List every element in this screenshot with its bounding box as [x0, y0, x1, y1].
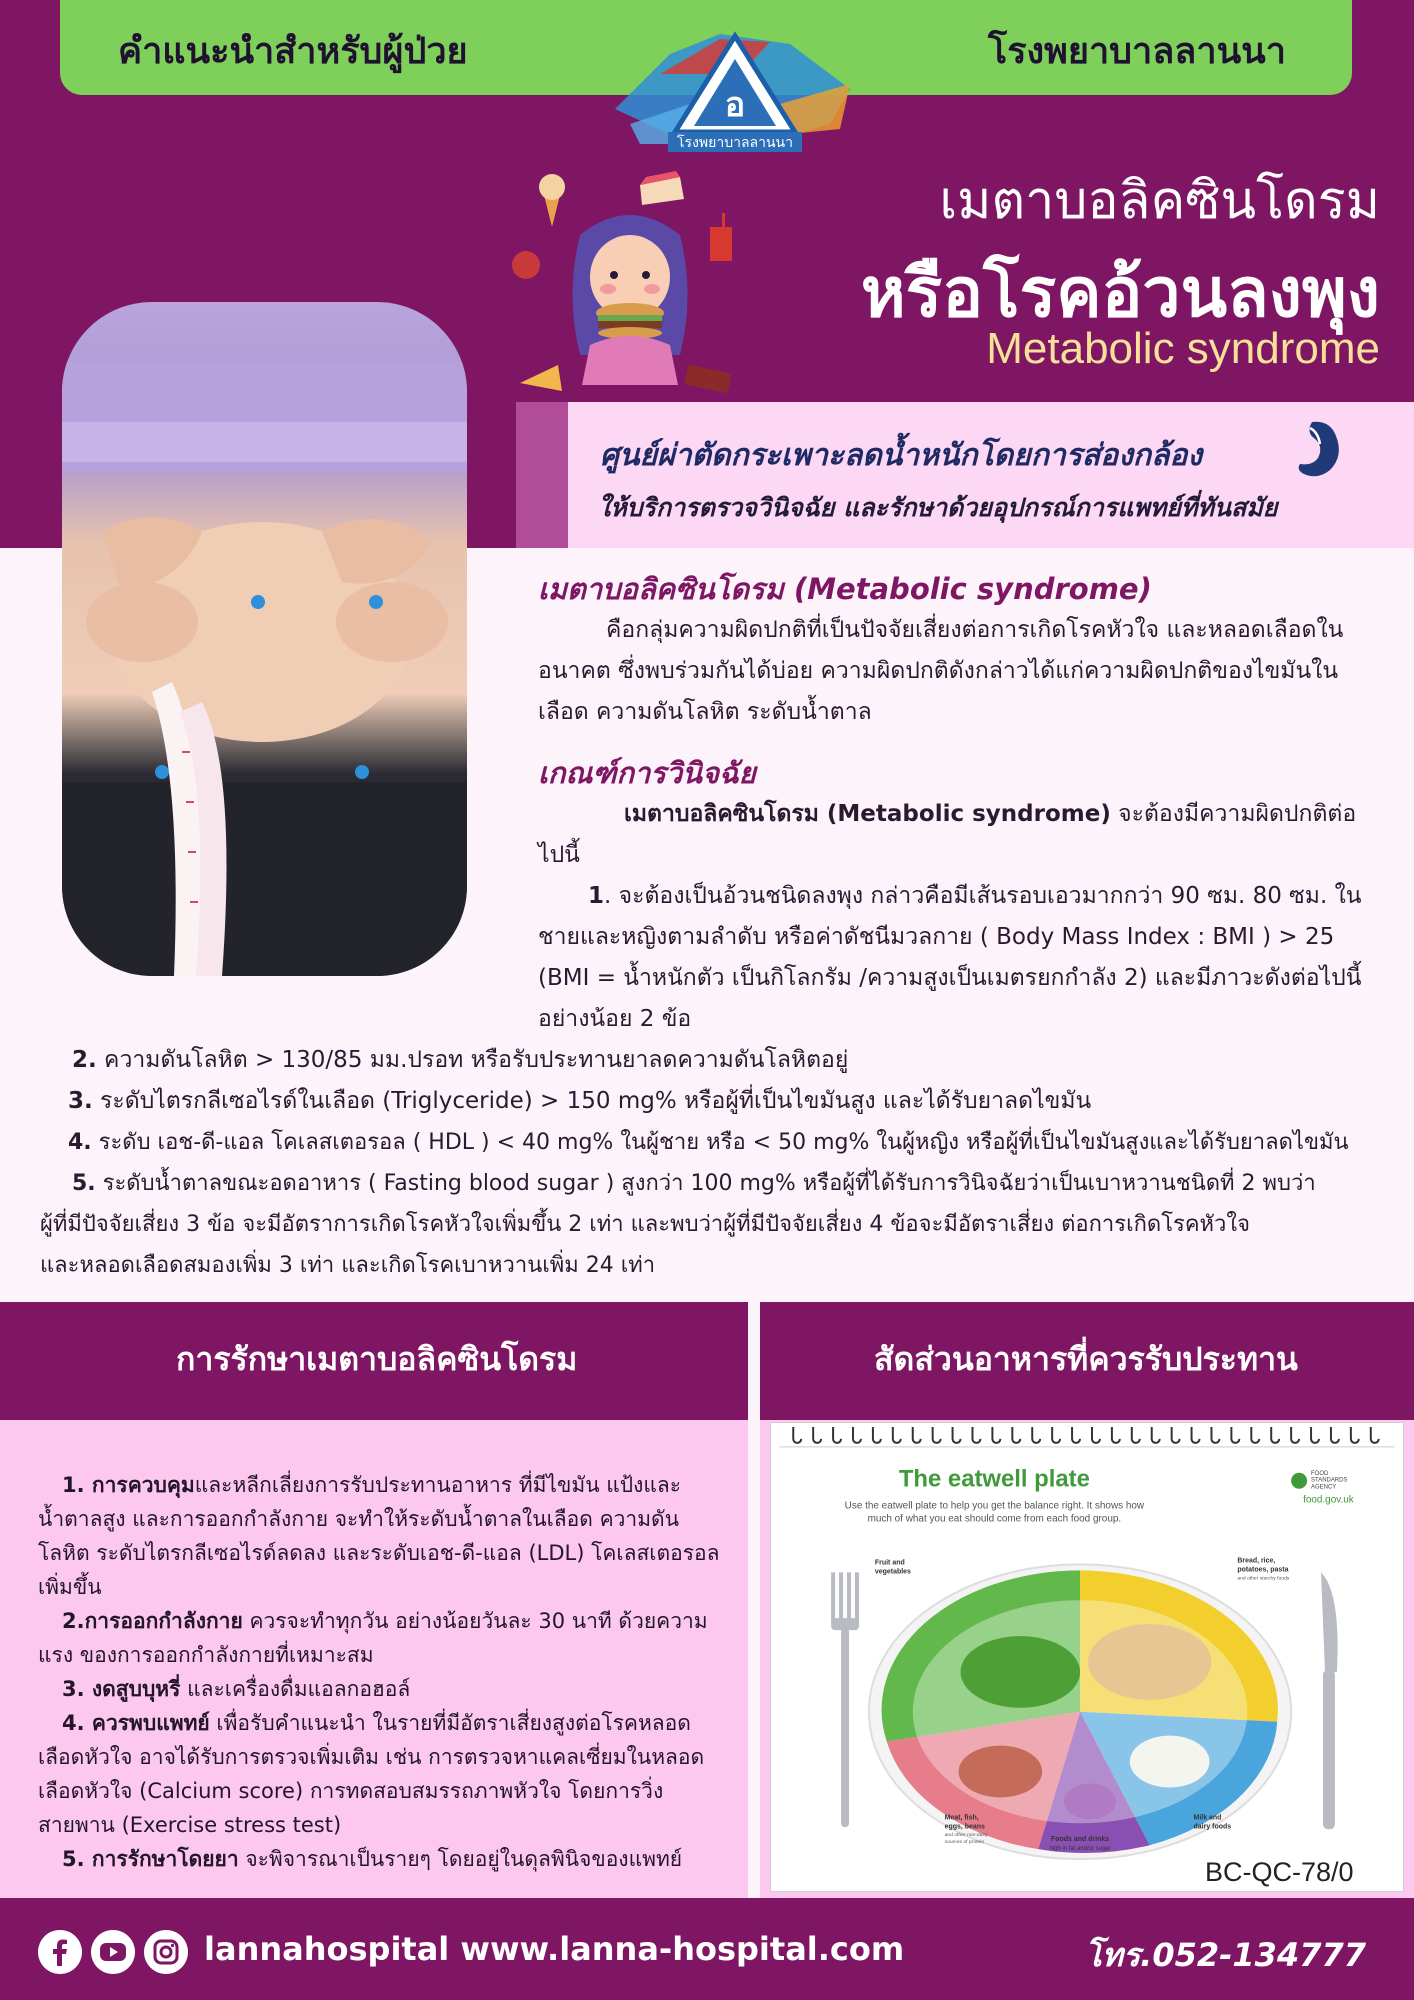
service-center-subtitle: ให้บริการตรวจวินิจฉัย และรักษาด้วยอุปกรณ์การแพทย์ที่ทันสมัย	[598, 493, 1278, 522]
title-line-1: เมตาบอลิคซินโดรม	[939, 171, 1380, 231]
fork-icon	[831, 1572, 859, 1827]
website-link[interactable]: lannahospital www.lanna-hospital.com	[204, 1930, 905, 1968]
criteria-item-5-line-2: ผู้ที่มีปัจจัยเสี่ยง 3 ข้อ จะมีอัตราการเกิดโรคหัวใจเพิ่มขึ้น 2 เท่า และพบว่าผู้ที่มีปัจจัยเสี่ยง 4 ข้อจะมีอัตราเสี่ยง ต่อการเกิดโรคหัวใจ	[40, 1212, 1251, 1237]
criteria-item-1-text: . จะต้องเป็นอ้วนชนิดลงพุง กล่าวคือมีเส้นรอบเอวมากกว่า 90 ซม. 80 ซม. ในชายและหญิงตามลำดับ หรือค่าดัชนีมวลกาย ( Body Mass Index : BMI ) > 25 (BMI = น้ำหนักตัว เป็นกิโลกรัม /ความสูงเป็นเมตรยกกำลัง 2) และมีภาวะดังต่อไปนี้อย่างน้อย 2 ข้อ	[538, 883, 1362, 1032]
stomach-icon	[1290, 418, 1348, 480]
treatment-item-1-bold: . การควบคุม	[76, 1473, 195, 1497]
patient-advice-label: คำแนะนำสำหรับผู้ป่วย	[118, 31, 468, 72]
treatment-item-4	[38, 1706, 728, 1842]
label-fat-1: Foods and drinks	[1050, 1836, 1110, 1844]
hospital-name-label: โรงพยาบาลลานนา	[987, 31, 1286, 72]
treatment-item-5-text: จะพิจารณาเป็นรายๆ โดยอยู่ในดุลพินิจของแพทย์	[238, 1847, 683, 1871]
phone-number: โทร.052-134777	[1084, 1936, 1366, 1974]
agency-name-1: FOOD	[1311, 1470, 1329, 1477]
food-proportion-title: สัดส่วนอาหารที่ควรรับประทาน	[874, 1340, 1298, 1378]
label-milk-2: dairy foods	[1193, 1823, 1232, 1831]
criteria-item-4-text: ระดับ เอช-ดี-แอล โคเลสเตอรอล ( HDL ) < 40 mg% ในผู้ชาย หรือ < 50 mg% ในผู้หญิง หรือผู้ที่เป็นไขมันสูงและได้รับยาลดไขมัน	[91, 1130, 1349, 1155]
criteria-item-3-text: ระดับไตรกลีเซอไรด์ในเลือด (Triglyceride) > 150 mg% หรือผู้ที่เป็นไขมันสูง และได้รับยาลดไขมัน	[92, 1088, 1092, 1114]
criteria-item-5	[40, 1163, 1380, 1204]
criteria-item-3-number: 3.	[68, 1088, 93, 1114]
treatment-item-2-text: ควรจะทำทุกวัน อย่างน้อยวันละ 30 นาที ด้วยความแรง ของการออกกำลังกายที่เหมาะสม	[38, 1609, 708, 1667]
agency-url: food.gov.uk	[1303, 1494, 1354, 1506]
svg-text:อ: อ	[724, 85, 746, 125]
title-line-2: หรือโรคอ้วนลงพุง	[860, 254, 1380, 333]
treatment-list	[38, 1468, 728, 1876]
instagram-icon[interactable]	[144, 1930, 188, 1974]
criteria-item-2	[40, 1040, 1380, 1081]
treatment-item-3	[38, 1672, 728, 1706]
treatment-item-5	[38, 1842, 728, 1876]
label-milk-1: Milk and	[1193, 1814, 1222, 1822]
treatment-title: การรักษาเมตาบอลิคซินโดรม	[176, 1340, 578, 1378]
criteria-item-5-line-3: และหลอดเลือดสมองเพิ่ม 3 เท่า และเกิดโรคเบาหวานเพิ่ม 24 เท่า	[40, 1253, 656, 1278]
label-meat-1: Meat, fish,	[944, 1814, 979, 1822]
criteria-item-1	[538, 876, 1368, 1040]
criteria-item-4-number: 4.	[68, 1130, 92, 1155]
criteria-intro-rest: จะต้องมีความผิดปกติต่อไปนี้	[538, 801, 1357, 868]
treatment-item-3-bold: งดสูบบุหรี่	[84, 1677, 181, 1701]
treatment-item-1-number: 1	[62, 1473, 77, 1497]
treatment-item-1	[38, 1468, 728, 1604]
eatwell-plate-image	[770, 1422, 1404, 1892]
service-center-title: ศูนย์ผ่าตัดกระเพาะลดน้ำหนักโดยการส่องกล้อง	[600, 438, 1203, 473]
criteria-item-1-number: 1	[588, 883, 605, 909]
plate-title: The eatwell plate	[898, 1465, 1090, 1493]
service-banner-stripe	[516, 402, 568, 548]
criteria-item-3	[40, 1081, 1380, 1122]
label-bread-1: Bread, rice,	[1237, 1557, 1276, 1565]
label-meat-3: and other non-dairy	[944, 1833, 988, 1839]
treatment-item-3-number: 3.	[62, 1677, 85, 1701]
treatment-item-2	[38, 1604, 728, 1672]
agency-icon	[1291, 1473, 1307, 1489]
girl-eating-illustration	[510, 155, 750, 400]
treatment-item-4-number: 4.	[62, 1711, 85, 1735]
definition-text: คือกลุ่มความผิดปกติที่เป็นปัจจัยเสี่ยงต่อการเกิดโรคหัวใจ และหลอดเลือดในอนาคต ซึ่งพบร่วมกันได้บ่อย ความผิดปกติดังกล่าวได้แก่ความผิดปกติของไขมันในเลือด ความดันโลหิต ระดับน้ำตาล	[538, 617, 1344, 725]
treatment-item-2-bold: 2.การออกกำลังกาย	[62, 1609, 243, 1633]
criteria-heading: เกณฑ์การวินิจฉัย	[538, 756, 756, 790]
label-fat-2: high in fat and/or sugar	[1049, 1846, 1111, 1853]
label-meat-4: sources of protein	[944, 1840, 985, 1846]
agency-name-3: AGENCY	[1311, 1484, 1337, 1491]
hospital-logo	[600, 14, 870, 164]
treatment-item-4-bold: ควรพบแพทย์	[84, 1711, 210, 1735]
definition-heading: เมตาบอลิคซินโดรม (Metabolic syndrome)	[538, 572, 1152, 606]
label-fruit-1: Fruit and	[874, 1559, 905, 1567]
treatment-item-1-text: และหลีกเลี่ยงการรับประทานอาหาร ที่มีไขมัน แป้งและน้ำตาลสูง และการออกกำลังกาย จะทำให้ระดับน้ำตาลในเลือด ความดันโลหิต ระดับไตรกลีเซอไรด์ลดลง และระดับเอช-ดี-แอล (LDL) โคเลสเตอรอล เพิ่มขึ้น	[38, 1473, 720, 1599]
criteria-item-5-number: 5.	[72, 1171, 96, 1196]
logo-text: โรงพยาบาลลานนา	[677, 135, 793, 151]
criteria-item-2-text: ความดันโลหิต > 130/85 มม.ปรอท หรือรับประทานยาลดความดันโลหิตอยู่	[96, 1047, 849, 1073]
plate-subtitle-2: much of what you eat should come from each food group.	[867, 1513, 1122, 1525]
plate-segments	[882, 1570, 1278, 1853]
treatment-item-4-text: เพื่อรับคำแนะนำ ในรายที่มีอัตราเสี่ยงสูงต่อโรคหลอดเลือดหัวใจ อาจได้รับการตรวจเพิ่มเติม เช่น การตรวจหาแคลเซี่ยมในหลอดเลือดหัวใจ (Calcium score) การทดสอบสมรรถภาพหัวใจ โดยการวิ่งสายพาน (Exercise stress test)	[38, 1711, 705, 1837]
youtube-icon[interactable]	[91, 1930, 135, 1974]
label-bread-2: potatoes, pasta	[1237, 1566, 1289, 1574]
criteria-list-continued	[40, 1040, 1380, 1286]
label-bread-3: and other starchy foods	[1237, 1576, 1290, 1582]
knife-icon	[1321, 1572, 1338, 1829]
plate-subtitle-1: Use the eatwell plate to help you get the balance right. It shows how	[844, 1500, 1145, 1512]
document-code: BC-QC-78/0	[1205, 1857, 1354, 1887]
criteria-item-4	[40, 1122, 1380, 1163]
facebook-icon[interactable]	[38, 1930, 82, 1974]
criteria-intro	[538, 794, 1368, 876]
label-meat-2: eggs, beans	[944, 1823, 985, 1831]
criteria-item-2-number: 2.	[72, 1047, 97, 1073]
treatment-item-5-bold: 5. การรักษาโดยยา	[62, 1847, 239, 1871]
agency-name-2: STANDARDS	[1311, 1477, 1348, 1484]
treatment-item-3-text: และเครื่องดื่มแอลกอฮอล์	[180, 1677, 411, 1701]
criteria-intro-bold: เมตาบอลิคซินโดรม (Metabolic syndrome)	[624, 801, 1111, 827]
criteria-item-5-line-1: ระดับน้ำตาลขณะอดอาหาร ( Fasting blood sugar ) สูงกว่า 100 mg% หรือผู้ที่ได้รับการวินิจฉัยว่าเป็นเบาหวานชนิดที่ 2 พบว่า	[95, 1171, 1316, 1196]
title-line-3: Metabolic syndrome	[986, 324, 1380, 373]
label-fruit-2: vegetables	[874, 1568, 911, 1576]
waist-measurement-photo	[62, 302, 467, 976]
